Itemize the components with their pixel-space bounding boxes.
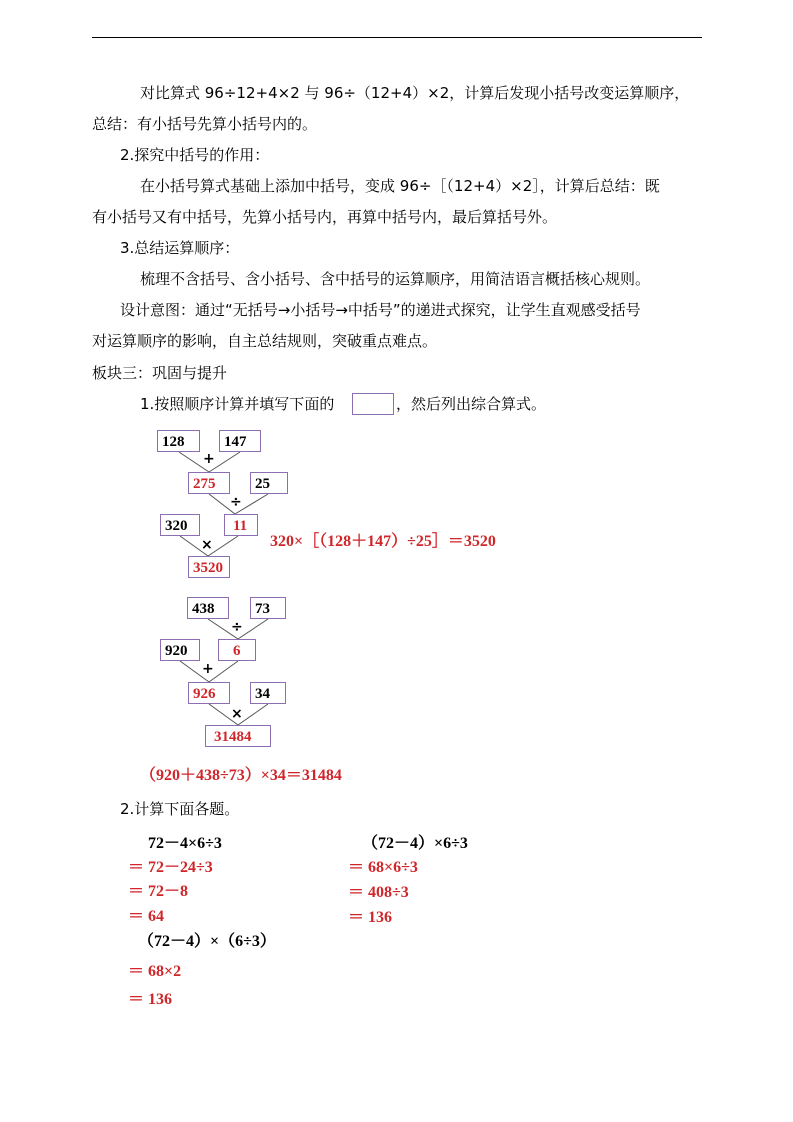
tree1-op-plus: + bbox=[203, 451, 215, 467]
question-2-title: 2.计算下面各题。 bbox=[120, 800, 240, 818]
tree2-input-b: 73 bbox=[250, 597, 286, 619]
tree1-result-2: 11 bbox=[224, 514, 258, 536]
calc1-step: ＝ 64 bbox=[128, 908, 165, 925]
calc3-expression: （72－4）×（6÷3） bbox=[138, 933, 276, 950]
design-intent: 对运算顺序的影响，自主总结规则，突破重点难点。 bbox=[92, 332, 438, 350]
paragraph-line: 梳理不含括号、含小括号、含中括号的运算顺序，用简洁语言概括核心规则。 bbox=[140, 270, 651, 288]
question-1-suffix: ，然后列出综合算式。 bbox=[396, 395, 547, 413]
tree2-op-plus: + bbox=[202, 661, 214, 677]
tree1-formula: 320×［（128＋147）÷25］＝3520 bbox=[270, 533, 496, 550]
design-intent: 设计意图：通过“无括号→小括号→中括号”的递进式探究，让学生直观感受括号 bbox=[120, 301, 641, 319]
question-1-prefix: 1.按照顺序计算并填写下面的 bbox=[140, 395, 335, 413]
tree2-op-divide: ÷ bbox=[231, 619, 243, 635]
tree1-input-b: 147 bbox=[219, 430, 261, 452]
tree1-result-3: 3520 bbox=[188, 556, 230, 578]
tree2-op-multiply: × bbox=[231, 706, 243, 722]
tree2-input-a: 438 bbox=[187, 597, 229, 619]
section-title: 2.探究中括号的作用： bbox=[120, 146, 270, 164]
tree2-formula: （920＋438÷73）×34＝31484 bbox=[140, 767, 342, 784]
tree1-op-divide: ÷ bbox=[230, 494, 242, 510]
tree2-input-c: 920 bbox=[160, 639, 200, 661]
tree1-op-multiply: × bbox=[201, 537, 213, 553]
section-heading: 板块三：巩固与提升 bbox=[92, 364, 228, 382]
calc1-expression: 72－4×6÷3 bbox=[148, 835, 222, 852]
calc2-step: ＝ 136 bbox=[348, 909, 393, 926]
tree1-input-d: 320 bbox=[160, 514, 200, 536]
tree1-result-1: 275 bbox=[188, 472, 230, 494]
paragraph-line: 在小括号算式基础上添加中括号，变成 96÷［（12+4）×2］，计算后总结：既 bbox=[140, 177, 660, 195]
paragraph-line: 总结：有小括号先算小括号内的。 bbox=[92, 115, 318, 133]
tree2-result-1: 6 bbox=[218, 639, 256, 661]
calc1-step: ＝ 72－24÷3 bbox=[128, 859, 213, 876]
tree2-result-2: 926 bbox=[188, 682, 230, 704]
calc2-step: ＝ 408÷3 bbox=[348, 884, 409, 901]
calc3-step: ＝ 136 bbox=[128, 991, 173, 1008]
paragraph-line: 对比算式 96÷12+4×2 与 96÷（12+4）×2，计算后发现小括号改变运算顺序， bbox=[140, 84, 690, 102]
tree1-input-c: 25 bbox=[250, 472, 288, 494]
calc3-step: ＝ 68×2 bbox=[128, 963, 182, 980]
calc1-step: ＝ 72－8 bbox=[128, 883, 189, 900]
tree2-input-d: 34 bbox=[250, 682, 286, 704]
tree2-result-3: 31484 bbox=[205, 725, 271, 747]
paragraph-line: 有小括号又有中括号，先算小括号内，再算中括号内，最后算括号外。 bbox=[92, 208, 558, 226]
tree1-input-a: 128 bbox=[157, 430, 200, 452]
calc2-step: ＝ 68×6÷3 bbox=[348, 859, 418, 876]
section-title: 3.总结运算顺序： bbox=[120, 239, 240, 257]
calc2-expression: （72－4）×6÷3 bbox=[362, 835, 468, 852]
